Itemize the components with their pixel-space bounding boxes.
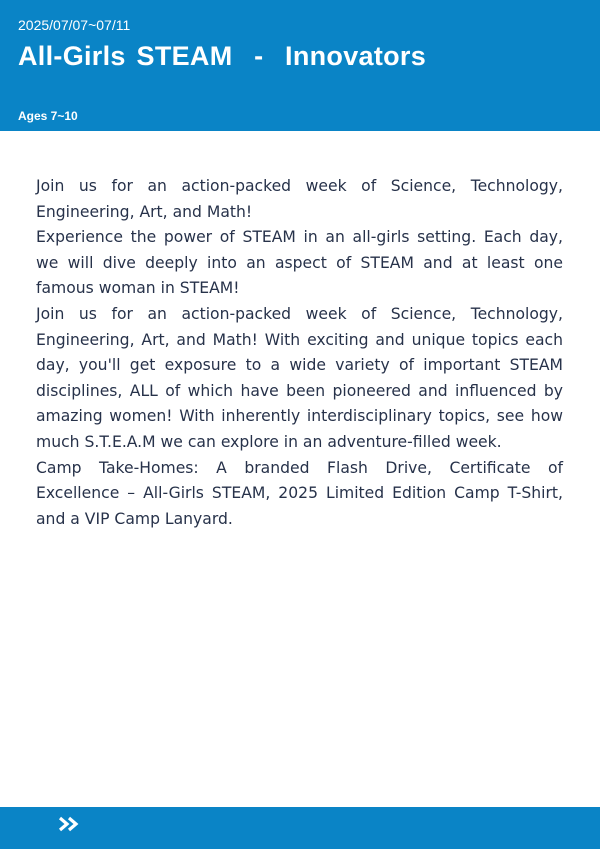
description-paragraph: Experience the power of STEAM in an all-girls setting. Each day, we will dive deeply into an aspect of STEAM and at least one famous woman in STEAM! xyxy=(36,228,563,298)
date-range: 2025/07/07~07/11 xyxy=(18,17,131,33)
double-chevron-right-icon xyxy=(58,816,86,832)
age-range: Ages 7~10 xyxy=(18,109,78,123)
footer-bar xyxy=(0,807,600,849)
header-banner xyxy=(0,0,600,131)
description-paragraph: Join us for an action-packed week of Science, Technology, Engineering, Art, and Math! With exciting and unique topics each day, you'll get exposure to a wide variety of important STEAM disciplines, ALL of which have been pioneered and influenced by amazing women! With inherently interdisciplinary topics, see how much S.T.E.A.M we can explore in an adventure-filled week. xyxy=(36,304,563,451)
description-paragraph: Join us for an action-packed week of Science, Technology, Engineering, Art, and Math! xyxy=(36,177,563,221)
page-title: All-Girls STEAM - Innovators xyxy=(18,41,427,71)
description xyxy=(36,174,563,532)
description-paragraph: Camp Take-Homes: A branded Flash Drive, Certificate of Excellence – All-Girls STEAM, 2025 Limited Edition Camp T-Shirt, and a VIP Camp Lanyard. xyxy=(36,458,563,528)
